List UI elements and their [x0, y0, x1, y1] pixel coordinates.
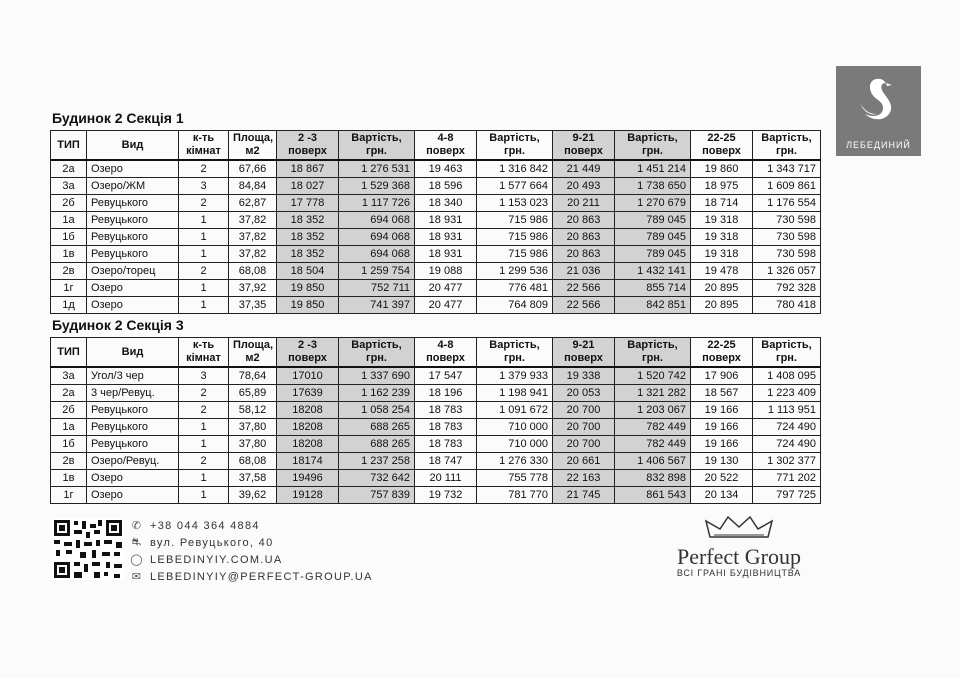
cell-price-22-25: 730 598: [753, 212, 821, 229]
cell-price-m2-9-21: 19 338: [553, 367, 615, 385]
cell-price-m2-4-8: 18 931: [415, 212, 477, 229]
cell-price-m2-2-3: 17 778: [277, 195, 339, 212]
cell-price-m2-22-25: 19 318: [691, 212, 753, 229]
cell-type: 3а: [51, 367, 87, 385]
cell-rooms: 1: [179, 229, 229, 246]
cell-type: 2а: [51, 160, 87, 178]
crown-icon: [704, 515, 774, 539]
cell-area: 37,80: [229, 419, 277, 436]
table-row: [51, 178, 821, 195]
cell-price-2-3: 688 265: [339, 419, 415, 436]
cell-type: 1б: [51, 436, 87, 453]
col-price-2-3: Вартість, грн.: [339, 338, 415, 368]
cell-area: 37,92: [229, 280, 277, 297]
cell-price-m2-9-21: 21 449: [553, 160, 615, 178]
cell-price-9-21: 782 449: [615, 419, 691, 436]
col-rooms: к-ть кімнат: [179, 131, 229, 161]
cell-rooms: 1: [179, 419, 229, 436]
cell-price-m2-2-3: 18174: [277, 453, 339, 470]
cell-price-4-8: 1 379 933: [477, 367, 553, 385]
cell-price-2-3: 1 529 368: [339, 178, 415, 195]
cell-price-m2-2-3: 18 352: [277, 212, 339, 229]
cell-view: Озеро: [87, 487, 179, 504]
cell-view: Озеро/Ревуц.: [87, 453, 179, 470]
table-row: [51, 453, 821, 470]
cell-price-m2-4-8: 19 088: [415, 263, 477, 280]
cell-area: 37,80: [229, 436, 277, 453]
cell-area: 37,82: [229, 246, 277, 263]
contacts-block: [130, 517, 373, 585]
cell-rooms: 2: [179, 453, 229, 470]
cell-price-9-21: 1 432 141: [615, 263, 691, 280]
table-header-row: [51, 131, 821, 161]
cell-price-2-3: 732 642: [339, 470, 415, 487]
cell-price-9-21: 1 451 214: [615, 160, 691, 178]
table-row: [51, 367, 821, 385]
table-row: [51, 263, 821, 280]
col-area: Площа, м2: [229, 131, 277, 161]
cell-price-22-25: 1 302 377: [753, 453, 821, 470]
cell-area: 67,66: [229, 160, 277, 178]
cell-price-9-21: 1 520 742: [615, 367, 691, 385]
cell-price-m2-4-8: 18 931: [415, 229, 477, 246]
cell-price-4-8: 764 809: [477, 297, 553, 314]
cell-price-m2-2-3: 18 504: [277, 263, 339, 280]
envelope-icon: ✉: [131, 571, 143, 583]
col-floors-22-25: 22-25 поверх: [691, 131, 753, 161]
col-floors-9-21: 9-21 поверх: [553, 338, 615, 368]
price-table-section-1: [50, 130, 821, 314]
cell-price-9-21: 789 045: [615, 229, 691, 246]
cell-price-9-21: 1 321 282: [615, 385, 691, 402]
cell-price-m2-22-25: 18 714: [691, 195, 753, 212]
cell-price-4-8: 1 577 664: [477, 178, 553, 195]
cell-price-m2-4-8: 18 747: [415, 453, 477, 470]
contact-phone[interactable]: ✆ +38 044 364 4884: [131, 519, 260, 532]
cell-price-2-3: 1 162 239: [339, 385, 415, 402]
cell-price-m2-9-21: 22 566: [553, 280, 615, 297]
col-price-2-3: Вартість, грн.: [339, 131, 415, 161]
cell-price-m2-2-3: 19128: [277, 487, 339, 504]
cell-area: 37,58: [229, 470, 277, 487]
col-floors-2-3: 2 -3 поверх: [277, 131, 339, 161]
table-row: [51, 436, 821, 453]
cell-price-m2-2-3: 18 867: [277, 160, 339, 178]
cell-rooms: 2: [179, 160, 229, 178]
cell-price-m2-9-21: 20 661: [553, 453, 615, 470]
cell-price-4-8: 710 000: [477, 419, 553, 436]
contact-website[interactable]: ◯ LEBEDINYIY.COM.UA: [130, 553, 283, 566]
col-floors-2-3: 2 -3 поверх: [277, 338, 339, 368]
table-row: [51, 195, 821, 212]
cell-price-m2-22-25: 19 166: [691, 419, 753, 436]
col-price-4-8: Вартість, грн.: [477, 338, 553, 368]
cell-price-m2-9-21: 20 700: [553, 436, 615, 453]
cell-price-m2-9-21: 20 053: [553, 385, 615, 402]
cell-price-m2-22-25: 19 860: [691, 160, 753, 178]
cell-price-m2-2-3: 19 850: [277, 280, 339, 297]
perfect-group-logo: [664, 515, 814, 578]
col-price-22-25: Вартість, грн.: [753, 338, 821, 368]
cell-price-9-21: 842 851: [615, 297, 691, 314]
cell-price-m2-4-8: 17 547: [415, 367, 477, 385]
cell-price-9-21: 789 045: [615, 212, 691, 229]
cell-rooms: 1: [179, 470, 229, 487]
contact-address: ⛐ вул. Ревуцького, 40: [131, 535, 274, 549]
cell-area: 84,84: [229, 178, 277, 195]
table-row: [51, 280, 821, 297]
cell-area: 78,64: [229, 367, 277, 385]
cell-price-m2-22-25: 18 567: [691, 385, 753, 402]
cell-price-m2-22-25: 19 166: [691, 402, 753, 419]
cell-price-9-21: 789 045: [615, 246, 691, 263]
cell-price-9-21: 1 270 679: [615, 195, 691, 212]
cell-view: Ревуцького: [87, 402, 179, 419]
cell-price-m2-4-8: 20 111: [415, 470, 477, 487]
cell-price-m2-9-21: 22 566: [553, 297, 615, 314]
cell-price-22-25: 1 176 554: [753, 195, 821, 212]
section-3-title: Будинок 2 Секція 3: [52, 317, 184, 333]
cell-type: 2в: [51, 263, 87, 280]
cell-price-22-25: 797 725: [753, 487, 821, 504]
cell-view: Ревуцького: [87, 229, 179, 246]
table-row: [51, 402, 821, 419]
cell-price-m2-9-21: 20 863: [553, 212, 615, 229]
cell-price-4-8: 1 153 023: [477, 195, 553, 212]
cell-price-m2-9-21: 21 036: [553, 263, 615, 280]
cell-price-m2-2-3: 17010: [277, 367, 339, 385]
col-floors-4-8: 4-8 поверх: [415, 131, 477, 161]
cell-price-4-8: 1 198 941: [477, 385, 553, 402]
cell-price-m2-4-8: 20 477: [415, 280, 477, 297]
cell-price-m2-2-3: 17639: [277, 385, 339, 402]
cell-price-9-21: 832 898: [615, 470, 691, 487]
cell-price-22-25: 1 408 095: [753, 367, 821, 385]
cell-price-22-25: 1 326 057: [753, 263, 821, 280]
col-rooms: к-ть кімнат: [179, 338, 229, 368]
cell-price-m2-4-8: 18 783: [415, 402, 477, 419]
cell-price-m2-22-25: 19 318: [691, 246, 753, 263]
cell-type: 1д: [51, 297, 87, 314]
cell-view: Озеро/торец: [87, 263, 179, 280]
cell-view: Озеро: [87, 160, 179, 178]
cell-price-m2-22-25: 20 895: [691, 297, 753, 314]
cell-type: 1а: [51, 212, 87, 229]
cell-area: 65,89: [229, 385, 277, 402]
cell-price-m2-2-3: 19 850: [277, 297, 339, 314]
cell-price-m2-2-3: 18208: [277, 436, 339, 453]
cell-price-4-8: 781 770: [477, 487, 553, 504]
cell-price-4-8: 1 091 672: [477, 402, 553, 419]
col-floors-4-8: 4-8 поверх: [415, 338, 477, 368]
col-type: ТИП: [51, 131, 87, 161]
cell-price-m2-9-21: 20 863: [553, 229, 615, 246]
cell-price-m2-2-3: 18 352: [277, 229, 339, 246]
cell-price-m2-22-25: 20 895: [691, 280, 753, 297]
swan-icon: [853, 74, 903, 126]
cell-price-2-3: 757 839: [339, 487, 415, 504]
cell-type: 3а: [51, 178, 87, 195]
cell-price-m2-9-21: 20 211: [553, 195, 615, 212]
cell-area: 37,82: [229, 212, 277, 229]
cell-price-4-8: 755 778: [477, 470, 553, 487]
cell-type: 1г: [51, 487, 87, 504]
cell-price-m2-9-21: 21 745: [553, 487, 615, 504]
partner-tagline: ВСІ ГРАНІ БУДІВНИЦТВА: [676, 568, 802, 578]
table-row: [51, 229, 821, 246]
cell-area: 37,35: [229, 297, 277, 314]
cell-price-2-3: 1 058 254: [339, 402, 415, 419]
cell-price-m2-22-25: 19 130: [691, 453, 753, 470]
cell-view: Ревуцького: [87, 419, 179, 436]
cell-price-4-8: 710 000: [477, 436, 553, 453]
cell-view: 3 чер/Ревуц.: [87, 385, 179, 402]
car-icon: ⛐: [131, 535, 143, 548]
cell-view: Ревуцького: [87, 246, 179, 263]
cell-view: Угол/3 чер: [87, 367, 179, 385]
phone-icon: ✆: [131, 520, 143, 532]
cell-price-m2-22-25: 19 478: [691, 263, 753, 280]
cell-price-m2-22-25: 19 166: [691, 436, 753, 453]
cell-rooms: 2: [179, 402, 229, 419]
cell-price-2-3: 688 265: [339, 436, 415, 453]
cell-view: Ревуцького: [87, 212, 179, 229]
cell-type: 1а: [51, 419, 87, 436]
cell-type: 1в: [51, 246, 87, 263]
cell-rooms: 2: [179, 195, 229, 212]
table-row: [51, 385, 821, 402]
cell-view: Озеро/ЖМ: [87, 178, 179, 195]
cell-price-9-21: 861 543: [615, 487, 691, 504]
cell-price-m2-22-25: 20 522: [691, 470, 753, 487]
cell-rooms: 2: [179, 263, 229, 280]
col-type: ТИП: [51, 338, 87, 368]
cell-type: 1б: [51, 229, 87, 246]
cell-price-m2-4-8: 20 477: [415, 297, 477, 314]
cell-price-9-21: 855 714: [615, 280, 691, 297]
cell-price-m2-2-3: 18208: [277, 402, 339, 419]
cell-area: 58,12: [229, 402, 277, 419]
col-floors-9-21: 9-21 поверх: [553, 131, 615, 161]
cell-price-4-8: 715 986: [477, 246, 553, 263]
cell-rooms: 1: [179, 212, 229, 229]
cell-view: Озеро: [87, 280, 179, 297]
cell-price-4-8: 776 481: [477, 280, 553, 297]
cell-price-m2-2-3: 19496: [277, 470, 339, 487]
section-1-title: Будинок 2 Секція 1: [52, 110, 184, 126]
cell-price-m2-2-3: 18 027: [277, 178, 339, 195]
cell-price-m2-4-8: 18 340: [415, 195, 477, 212]
cell-price-m2-9-21: 20 863: [553, 246, 615, 263]
cell-type: 2б: [51, 195, 87, 212]
cell-price-2-3: 1 259 754: [339, 263, 415, 280]
table-row: [51, 470, 821, 487]
cell-price-2-3: 694 068: [339, 229, 415, 246]
cell-price-m2-4-8: 18 783: [415, 436, 477, 453]
cell-price-2-3: 1 117 726: [339, 195, 415, 212]
col-price-22-25: Вартість, грн.: [753, 131, 821, 161]
col-price-9-21: Вартість, грн.: [615, 131, 691, 161]
cell-area: 62,87: [229, 195, 277, 212]
cell-price-m2-4-8: 18 783: [415, 419, 477, 436]
cell-rooms: 1: [179, 246, 229, 263]
col-view: Вид: [87, 338, 179, 368]
cell-price-m2-9-21: 20 700: [553, 402, 615, 419]
cell-price-22-25: 1 223 409: [753, 385, 821, 402]
cell-type: 2а: [51, 385, 87, 402]
cell-price-2-3: 752 711: [339, 280, 415, 297]
cell-price-m2-9-21: 20 700: [553, 419, 615, 436]
cell-price-22-25: 724 490: [753, 419, 821, 436]
cell-price-22-25: 1 343 717: [753, 160, 821, 178]
table-row: [51, 487, 821, 504]
cell-rooms: 1: [179, 280, 229, 297]
cell-price-2-3: 694 068: [339, 212, 415, 229]
cell-view: Озеро: [87, 470, 179, 487]
cell-price-9-21: 1 203 067: [615, 402, 691, 419]
cell-price-m2-4-8: 18 931: [415, 246, 477, 263]
cell-price-m2-2-3: 18208: [277, 419, 339, 436]
contact-email[interactable]: ✉ LEBEDINYIY@PERFECT-GROUP.UA: [131, 570, 373, 583]
cell-price-22-25: 771 202: [753, 470, 821, 487]
cell-price-9-21: 782 449: [615, 436, 691, 453]
cell-area: 39,62: [229, 487, 277, 504]
cell-price-22-25: 792 328: [753, 280, 821, 297]
partner-name: Perfect Group: [676, 544, 801, 569]
cell-rooms: 1: [179, 436, 229, 453]
qr-code: [52, 518, 124, 580]
cell-view: Озеро: [87, 297, 179, 314]
cell-price-m2-9-21: 20 493: [553, 178, 615, 195]
cell-view: Ревуцького: [87, 436, 179, 453]
cell-area: 68,08: [229, 453, 277, 470]
cell-price-4-8: 1 276 330: [477, 453, 553, 470]
cell-price-2-3: 694 068: [339, 246, 415, 263]
cell-price-m2-22-25: 17 906: [691, 367, 753, 385]
cell-price-22-25: 780 418: [753, 297, 821, 314]
cell-price-m2-4-8: 18 596: [415, 178, 477, 195]
table-row: [51, 246, 821, 263]
cell-price-9-21: 1 406 567: [615, 453, 691, 470]
cell-price-m2-4-8: 19 463: [415, 160, 477, 178]
cell-rooms: 2: [179, 385, 229, 402]
table-row: [51, 419, 821, 436]
logo-text: ЛЕБЕДИНИЙ: [846, 140, 911, 150]
cell-rooms: 3: [179, 178, 229, 195]
cell-price-22-25: 730 598: [753, 229, 821, 246]
cell-price-4-8: 715 986: [477, 229, 553, 246]
cell-type: 1в: [51, 470, 87, 487]
cell-price-m2-2-3: 18 352: [277, 246, 339, 263]
cell-area: 68,08: [229, 263, 277, 280]
price-table-section-3: [50, 337, 821, 504]
table-row: [51, 160, 821, 178]
cell-type: 2б: [51, 402, 87, 419]
col-floors-22-25: 22-25 поверх: [691, 338, 753, 368]
table-header-row: [51, 338, 821, 368]
cell-rooms: 1: [179, 297, 229, 314]
cell-price-2-3: 1 337 690: [339, 367, 415, 385]
cell-price-m2-4-8: 19 732: [415, 487, 477, 504]
cell-type: 1г: [51, 280, 87, 297]
cell-price-22-25: 724 490: [753, 436, 821, 453]
cell-price-4-8: 1 299 536: [477, 263, 553, 280]
lebedinyi-logo: [836, 66, 921, 156]
cell-view: Ревуцького: [87, 195, 179, 212]
col-area: Площа, м2: [229, 338, 277, 368]
cell-price-22-25: 1 609 861: [753, 178, 821, 195]
cell-price-9-21: 1 738 650: [615, 178, 691, 195]
cell-price-2-3: 741 397: [339, 297, 415, 314]
globe-icon: ◯: [130, 554, 144, 566]
cell-price-22-25: 730 598: [753, 246, 821, 263]
cell-price-m2-22-25: 19 318: [691, 229, 753, 246]
cell-price-m2-22-25: 20 134: [691, 487, 753, 504]
cell-rooms: 1: [179, 487, 229, 504]
cell-price-4-8: 715 986: [477, 212, 553, 229]
cell-price-m2-4-8: 18 196: [415, 385, 477, 402]
cell-rooms: 3: [179, 367, 229, 385]
cell-type: 2в: [51, 453, 87, 470]
table-row: [51, 297, 821, 314]
cell-price-m2-9-21: 22 163: [553, 470, 615, 487]
cell-price-4-8: 1 316 842: [477, 160, 553, 178]
cell-price-22-25: 1 113 951: [753, 402, 821, 419]
col-price-4-8: Вартість, грн.: [477, 131, 553, 161]
cell-price-2-3: 1 237 258: [339, 453, 415, 470]
col-view: Вид: [87, 131, 179, 161]
cell-price-m2-22-25: 18 975: [691, 178, 753, 195]
cell-area: 37,82: [229, 229, 277, 246]
table-row: [51, 212, 821, 229]
cell-price-2-3: 1 276 531: [339, 160, 415, 178]
col-price-9-21: Вартість, грн.: [615, 338, 691, 368]
